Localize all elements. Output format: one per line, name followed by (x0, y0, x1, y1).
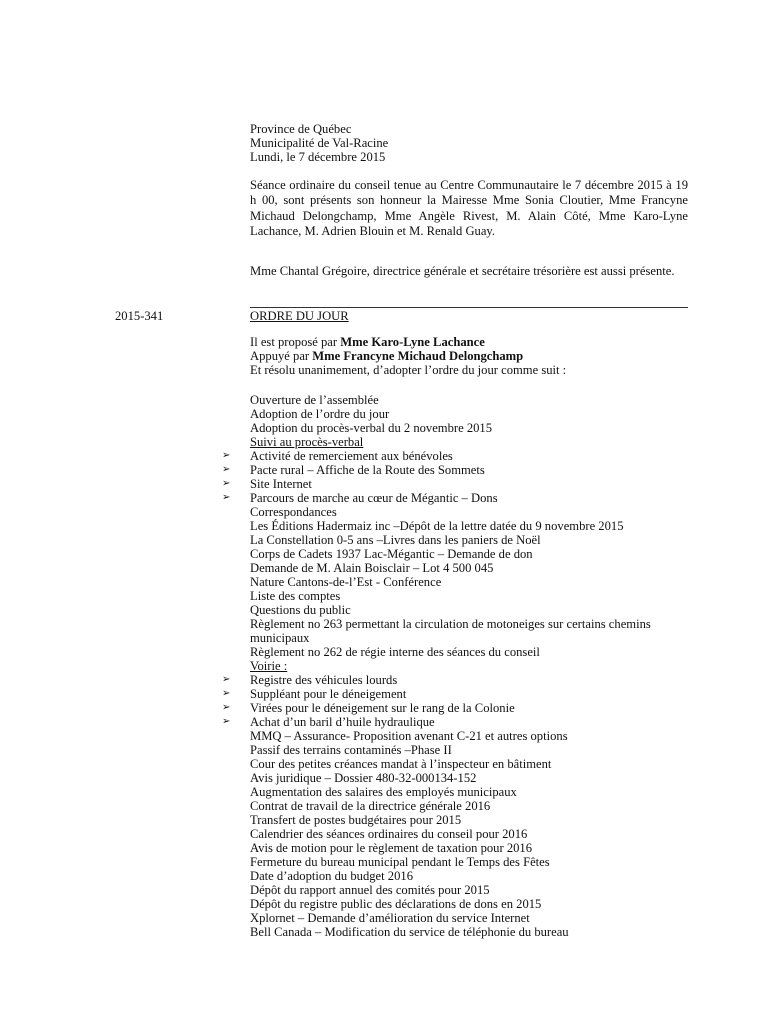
agenda-item (250, 841, 690, 855)
arrow-bullet-icon: ➢ (222, 478, 231, 489)
agenda-item-text: Cour des petites créances mandat à l’inspecteur en bâtiment (250, 757, 552, 771)
agenda-item-text: Virées pour le déneigement sur le rang de la Colonie (250, 701, 515, 715)
presence-paragraph: Séance ordinaire du conseil tenue au Centre Communautaire le 7 décembre 2015 à 19 h 00, sont présents son honneur la Mairesse Mme Sonia Cloutier, Mme Francyne Michaud Delongchamp, Mme Angèle Rivest, M. Alain Côté, Mme Karo-Lyne Lachance, M. Adrien Blouin et M. Renald Guay. (250, 178, 688, 239)
agenda-item (250, 547, 690, 561)
agenda-item (250, 603, 690, 617)
arrow-bullet-icon: ➢ (222, 716, 231, 727)
agenda-item (250, 883, 690, 897)
agenda-item-text: Corps de Cadets 1937 Lac-Mégantic – Demande de don (250, 547, 533, 561)
agenda-item (250, 505, 690, 519)
agenda-item (222, 687, 690, 701)
agenda-item-text: Registre des véhicules lourds (250, 673, 398, 687)
agenda-item (222, 715, 690, 729)
agenda-list (222, 393, 690, 939)
agenda-item (250, 519, 670, 533)
agenda-item (250, 645, 690, 659)
agenda-item (250, 757, 690, 771)
agenda-item (250, 911, 690, 925)
arrow-bullet-icon: ➢ (222, 492, 231, 503)
agenda-item (250, 743, 690, 757)
agenda-item (250, 827, 690, 841)
seconded-prefix: Appuyé par (250, 349, 313, 363)
resolved-line: Et résolu unanimement, d’adopter l’ordre du jour comme suit : (250, 363, 567, 377)
agenda-item-text: MMQ – Assurance- Proposition avenant C-21 et autres options (250, 729, 568, 743)
agenda-item-text: Transfert de postes budgétaires pour 2015 (250, 813, 462, 827)
agenda-item (250, 393, 690, 407)
agenda-item-text: Achat d’un baril d’huile hydraulique (250, 715, 435, 729)
agenda-item-text: Les Éditions Hadermaiz inc –Dépôt de la lettre datée du 9 novembre 2015 (250, 519, 624, 533)
agenda-item (222, 477, 690, 491)
agenda-item-text: Dépôt du rapport annuel des comités pour 2015 (250, 883, 490, 897)
proposed-by: Mme Karo-Lyne Lachance (340, 335, 485, 349)
agenda-item-text: Règlement no 263 permettant la circulation de motoneiges sur certains chemins municipaux (250, 617, 651, 645)
agenda-item-text: Date d’adoption du budget 2016 (250, 869, 413, 883)
proposed-line (250, 335, 690, 349)
agenda-item (250, 575, 690, 589)
agenda-item (250, 407, 690, 421)
agenda-item (222, 463, 690, 477)
agenda-item (250, 617, 670, 645)
arrow-bullet-icon: ➢ (222, 702, 231, 713)
agenda-item (250, 533, 690, 547)
agenda-item (250, 813, 690, 827)
seconded-by: Mme Francyne Michaud Delongchamp (312, 349, 524, 363)
section-divider (250, 307, 688, 308)
agenda-item-text: Site Internet (250, 477, 312, 491)
agenda-item (250, 435, 690, 449)
agenda-item (250, 771, 690, 785)
agenda-item (250, 421, 690, 435)
province-line: Province de Québec (250, 122, 352, 136)
agenda-item-text: Suivi au procès-verbal (250, 435, 364, 449)
agenda-item-text: Avis juridique – Dossier 480-32-000134-152 (250, 771, 477, 785)
agenda-item (222, 449, 690, 463)
agenda-item (250, 925, 690, 939)
agenda-item (250, 799, 690, 813)
agenda-item (250, 785, 690, 799)
agenda-item (222, 491, 690, 505)
agenda-item-text: Liste des comptes (250, 589, 341, 603)
agenda-item-text: Xplornet – Demande d’amélioration du service Internet (250, 911, 530, 925)
agenda-item (250, 589, 690, 603)
agenda-item-text: Ouverture de l’assemblée (250, 393, 379, 407)
agenda-item-text: Demande de M. Alain Boisclair – Lot 4 500 045 (250, 561, 494, 575)
arrow-bullet-icon: ➢ (222, 674, 231, 685)
agenda-item-text: Fermeture du bureau municipal pendant le Temps des Fêtes (250, 855, 550, 869)
seconded-line (250, 349, 690, 363)
agenda-item-text: La Constellation 0-5 ans –Livres dans les paniers de Noël (250, 533, 541, 547)
municipality-line: Municipalité de Val-Racine (250, 136, 389, 150)
agenda-item (250, 897, 690, 911)
agenda-item-text: Bell Canada – Modification du service de téléphonie du bureau (250, 925, 569, 939)
agenda-item-text: Parcours de marche au cœur de Mégantic – Dons (250, 491, 498, 505)
agenda-item (250, 855, 690, 869)
agenda-item-text: Règlement no 262 de régie interne des séances du conseil (250, 645, 540, 659)
agenda-item-text: Pacte rural – Affiche de la Route des Sommets (250, 463, 485, 477)
agenda-item-text: Adoption de l’ordre du jour (250, 407, 390, 421)
agenda-item-text: Correspondances (250, 505, 337, 519)
date-line: Lundi, le 7 décembre 2015 (250, 150, 386, 164)
resolution-number: 2015-341 (115, 309, 164, 323)
agenda-item-text: Questions du public (250, 603, 351, 617)
agenda-item-text: Avis de motion pour le règlement de taxation pour 2016 (250, 841, 533, 855)
document-header (250, 122, 690, 164)
agenda-item (250, 729, 690, 743)
agenda-item (222, 701, 690, 715)
resolution-title: ORDRE DU JOUR (250, 309, 349, 323)
agenda-item-text: Passif des terrains contaminés –Phase II (250, 743, 452, 757)
motion-block (250, 335, 690, 377)
agenda-item-text: Voirie : (250, 659, 288, 673)
proposed-prefix: Il est proposé par (250, 335, 341, 349)
agenda-item-text: Activité de remerciement aux bénévoles (250, 449, 453, 463)
director-paragraph: Mme Chantal Grégoire, directrice générale et secrétaire trésorière est aussi présente. (250, 264, 675, 278)
agenda-item-text: Suppléant pour le déneigement (250, 687, 407, 701)
agenda-item-text: Augmentation des salaires des employés municipaux (250, 785, 517, 799)
agenda-item-text: Contrat de travail de la directrice générale 2016 (250, 799, 491, 813)
arrow-bullet-icon: ➢ (222, 450, 231, 461)
agenda-item (250, 869, 690, 883)
agenda-item-text: Adoption du procès-verbal du 2 novembre 2015 (250, 421, 493, 435)
arrow-bullet-icon: ➢ (222, 688, 231, 699)
agenda-item-text: Calendrier des séances ordinaires du conseil pour 2016 (250, 827, 528, 841)
agenda-item-text: Nature Cantons-de-l’Est - Conférence (250, 575, 442, 589)
agenda-item (250, 561, 690, 575)
agenda-item (222, 673, 690, 687)
arrow-bullet-icon: ➢ (222, 464, 231, 475)
agenda-item-text: Dépôt du registre public des déclarations de dons en 2015 (250, 897, 542, 911)
agenda-item (250, 659, 690, 673)
